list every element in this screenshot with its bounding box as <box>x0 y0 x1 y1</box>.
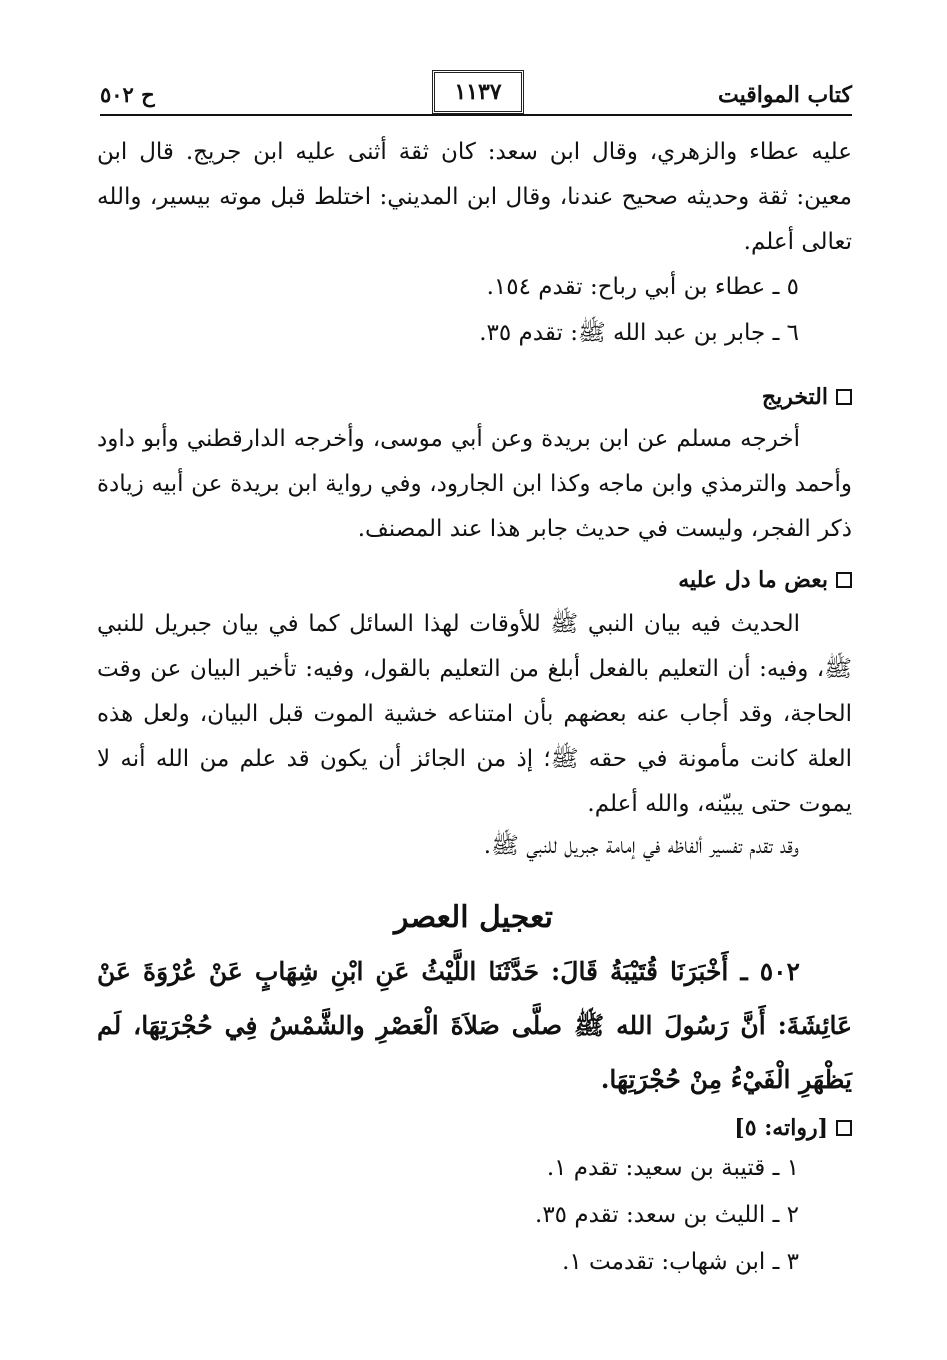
hadith-text: ٥٠٢ ـ أَخْبَرَنَا قُتَيْبَةُ قَالَ: حَدَّثَنَا اللَّيْثُ عَنِ ابْنِ شِهَابٍ عَنْ عُرْوَةَ عَنْ عَائِشَةَ: أَنَّ رَسُولَ الله ﷺ صلَّى صَلاَةَ الْعَصْرِ والشَّمْسُ فِي حُجْرَتِهَا، لَم يَظْهَرِ الْفَيْءُ مِنْ حُجْرَتِهَا. <box>97 957 852 1094</box>
narrator-line-2: ٢ ـ الليث بن سعد: تقدم ٣٥. <box>535 1202 799 1228</box>
chapter-title: تعجيل العصر <box>394 900 553 935</box>
checkbox-square-icon <box>836 572 852 588</box>
header-rule <box>100 114 852 116</box>
hadith-reference: ح ٥٠٢ <box>100 82 155 107</box>
intro-paragraph: عليه عطاء والزهري، وقال ابن سعد: كان ثقة أثنى عليه ابن جريج. قال ابن معين: ثقة وحديثه صحيح عندنا، وقال ابن المديني: اختلط قبل موته بيسير، والله تعالى أعلم. <box>97 139 852 255</box>
narrator-line-1: ١ ـ قتيبة بن سعيد: تقدم ١. <box>546 1155 799 1181</box>
narrator-line-5: ٥ ـ عطاء بن أبي رباح: تقدم ١٥٤. <box>486 274 799 300</box>
takhrij-heading-label: التخريج <box>761 384 828 410</box>
book-title: كتاب المواقيت <box>718 82 852 108</box>
dalalah-heading-label: بعض ما دل عليه <box>678 567 828 593</box>
narrators-heading-label: [رواته: ٥] <box>734 1115 828 1141</box>
narrator-line-3: ٣ ـ ابن شهاب: تقدمت ١. <box>562 1249 799 1275</box>
page-header <box>100 70 852 116</box>
narrators-heading <box>734 1115 852 1141</box>
checkbox-square-icon <box>836 1120 852 1136</box>
page-number-box: ١١٣٧ <box>432 70 524 114</box>
narrator-line-6: ٦ ـ جابر بن عبد الله ﷺ: تقدم ٣٥. <box>479 320 799 346</box>
dalalah-text: الحديث فيه بيان النبي ﷺ للأوقات لهذا السائل كما في بيان جبريل للنبي ﷺ، وفيه: أن التعليم بالفعل أبلغ من التعليم بالقول، وفيه: تأخير البيان عن وقت الحاجة، وقد أجاب عنه بعضهم بأن امتناعه خشية الموت قبل البيان، ولعل هذه العلة كانت مأمونة في حقه ﷺ؛ إذ من الجائز أن يكون قد علم من الله أنه لا يموت حتى يبيّنه، والله أعلم. <box>97 611 852 817</box>
takhrij-text: أخرجه مسلم عن ابن بريدة وعن أبي موسى، وأخرجه الدارقطني وأبو داود وأحمد والترمذي وابن ماجه وكذا ابن الجارود، وفي رواية ابن بريدة عن أبيه زيادة ذكر الفجر، وليست في حديث جابر هذا عند المصنف. <box>97 426 852 542</box>
checkbox-square-icon <box>836 389 852 405</box>
takhrij-heading <box>762 384 852 410</box>
dalalah-closing: وقد تقدم تفسير ألفاظه في إمامة جبريل للنبي ﷺ. <box>483 833 799 859</box>
dalalah-heading <box>678 567 852 593</box>
